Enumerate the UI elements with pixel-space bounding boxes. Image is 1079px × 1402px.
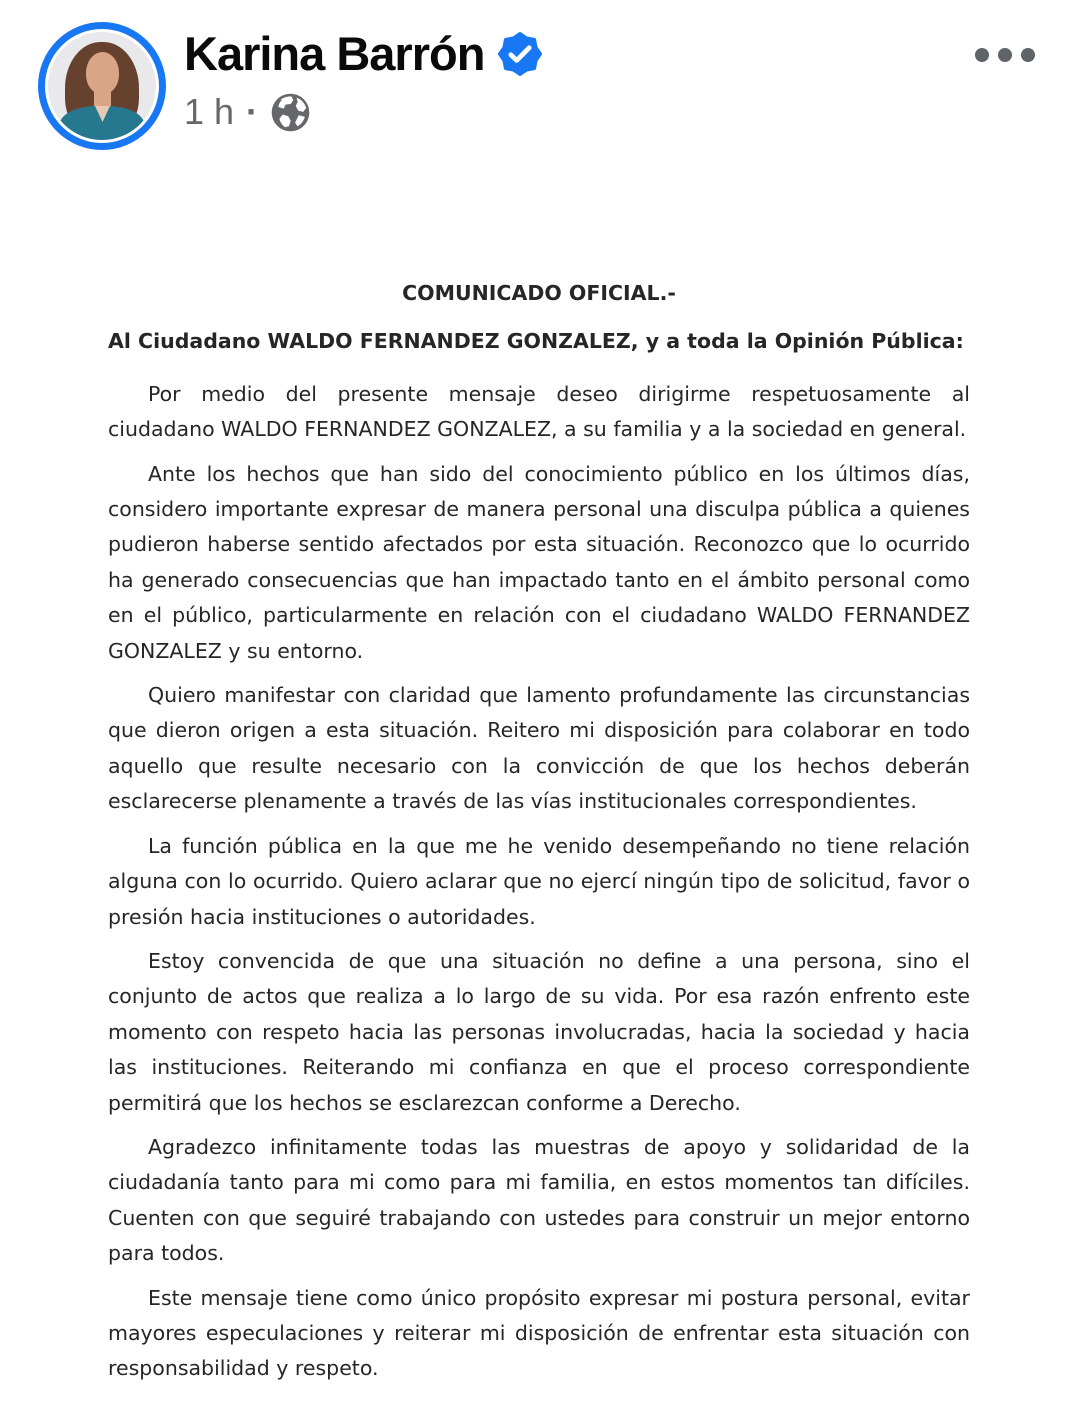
document-salutation: Al Ciudadano WALDO FERNANDEZ GONZALEZ, y a toda la Opinión Pública: bbox=[108, 329, 964, 354]
avatar[interactable] bbox=[38, 22, 166, 150]
document-paragraph: Estoy convencida de que una situación no define a una persona, sino el conjunto de actos que realiza a lo largo de su vida. Por esa razón enfrento este momento con respeto hacia las personas involucradas, hacia la sociedad y hacia las instituciones. Reiterando mi confianza en que el proceso correspondiente permitirá que los hechos se esclarezcan conforme a Derecho. bbox=[108, 948, 970, 1115]
document-title: COMUNICADO OFICIAL.- bbox=[402, 281, 676, 305]
avatar-face-shape bbox=[86, 52, 119, 94]
document-paragraph: Este mensaje tiene como único propósito expresar mi postura personal, evitar mayores especulaciones y reiterar mi disposición de enfrentar esta situación con responsabilidad y respeto. bbox=[108, 1285, 970, 1381]
more-dot bbox=[1021, 48, 1035, 62]
post-attachment-document[interactable] bbox=[108, 276, 970, 1387]
verified-badge-icon bbox=[498, 32, 542, 81]
header-text bbox=[184, 22, 542, 133]
post-header bbox=[0, 0, 1079, 150]
document-paragraph: Por medio del presente mensaje deseo dirigirme respetuosamente al ciudadano WALDO FERNANDEZ GONZALEZ, a su familia y a la sociedad en general. bbox=[108, 381, 970, 442]
avatar-photo bbox=[48, 32, 156, 140]
timestamp[interactable]: 1 h bbox=[184, 91, 235, 132]
document-paragraph: Quiero manifestar con claridad que lamento profundamente las circunstancias que dieron origen a esta situación. Reitero mi disposición para colaborar en todo aquello que resulte necesario con la convicción de que los hechos deberán esclarecerse plenamente a través de las vías institucionales correspondientes. bbox=[108, 683, 970, 814]
more-dot bbox=[975, 48, 989, 62]
document-paragraph: Ante los hechos que han sido del conocimiento público en los últimos días, considero importante expresar de manera personal una disculpa pública a quienes pudieron haberse sentido afectados por esta situación. Reconozco que lo ocurrido ha generado consecuencias que han impactado tanto en el ámbito personal como en el público, particularmente en relación con el ciudadano WALDO FERNANDEZ GONZALEZ y su entorno. bbox=[108, 461, 970, 663]
globe-icon bbox=[270, 92, 311, 133]
more-options-button[interactable] bbox=[969, 42, 1041, 68]
author-name[interactable]: Karina Barrón bbox=[184, 26, 485, 80]
post-meta bbox=[184, 91, 542, 133]
more-dot bbox=[998, 48, 1012, 62]
document-paragraph: La función pública en la que me he venido desempeñando no tiene relación alguna con lo ocurrido. Quiero aclarar que no ejercí ningún tipo de solicitud, favor o presión hacia instituciones o autoridades. bbox=[108, 833, 970, 929]
meta-separator: · bbox=[246, 91, 259, 132]
document-paragraph: Agradezco infinitamente todas las muestras de apoyo y solidaridad de la ciudadanía tanto para mi como para mi familia, en estos momentos tan difíciles. Cuenten con que seguiré trabajando con ustedes para construir un mejor entorno para todos. bbox=[108, 1134, 970, 1266]
